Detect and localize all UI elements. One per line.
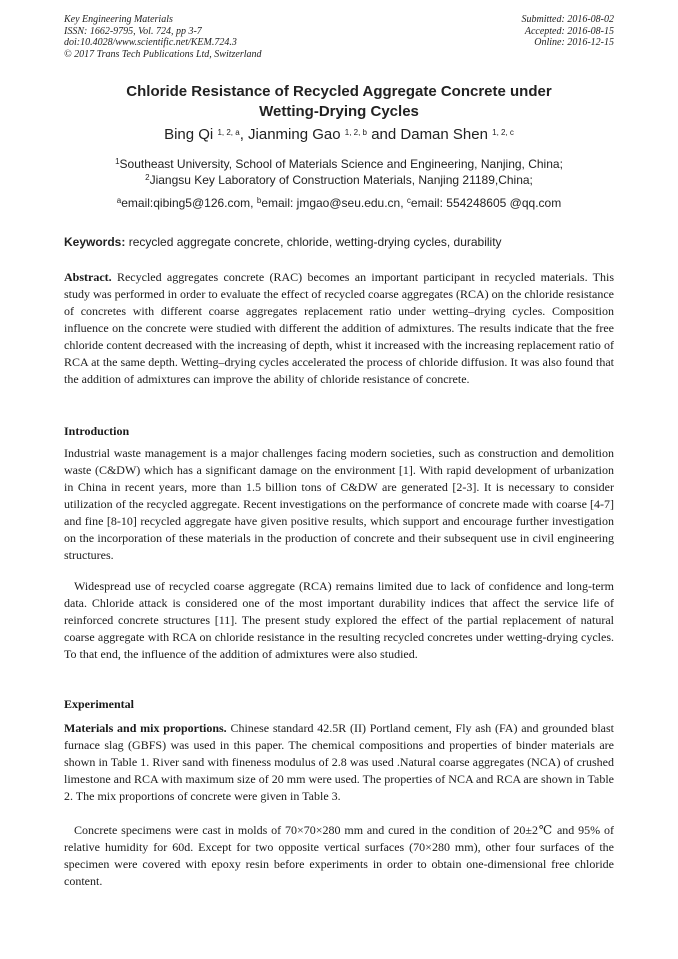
author-3-affil: 1, 2, c [492,128,514,137]
affiliation-marker: 1 [115,157,120,166]
online-date: Online: 2016-12-15 [534,37,614,49]
section-heading-introduction: Introduction [64,424,130,438]
keywords [64,235,614,249]
accepted-date: Accepted: 2016-08-15 [524,25,614,37]
experimental-paragraph-2: Concrete specimens were cast in molds of 70×70×280 mm and cured in the condition of 20±2℃ and 95% of relative humidity for 60d. Except for two opposite vertical surfaces (70×280 mm), other four surfaces of the specimen were covered with epoxy resin before experiments in order to obtain one-dimensional free chloride content. [64,823,614,888]
author-list [64,126,614,143]
experimental-text-1: Chinese standard 42.5R (II) Portland cement, Fly ash (FA) and grounded blast furnace slag (GBFS) was used in this paper. The chemical compositions and properties of binder materials are shown in Table 1. River sand with fineness modulus of 2.8 was used .Natural coarse aggregates (NCA) of crushed limestone and RCA with maximum size of 20 mm were used. The properties of NCA and RCA are shown in Table 2. The mix proportions of concrete were given in Table 3. [64,721,614,803]
publication-dates [522,14,615,49]
email-a: email:qibing5@126.com, [121,196,254,210]
title-line-1: Chloride Resistance of Recycled Aggregate Concrete under [126,83,552,100]
experimental-paragraph-1 [64,720,614,805]
affiliation-marker: 2 [145,173,150,182]
abstract-text: Recycled aggregates concrete (RAC) becomes an important participant in recycled materials. This study was performed in order to evaluate the effect of recycled coarse aggregates (RCA) on the chloride resistance of concretes with different coarse aggregates replacement ratio under wetting–drying cycles. Composition influence on the concrete were studied with different the addition of admixtures. The results indicate that the free chloride content decreased with the increasing of depth, whist it increased with the increasing replacement ratio of RCA at the same depth. Wetting–drying cycles accelerated the process of chloride diffusion. It was also found that the addition of admixtures can improve the ability of chloride resistance of concrete. [64,270,614,386]
author-separator: and [371,126,397,143]
journal-name: Key Engineering Materials [64,14,173,25]
email-marker: b [256,196,262,205]
journal-info [64,14,262,60]
affiliation-text: Jiangsu Key Laboratory of Construction Materials, Nanjing 21189,China; [149,173,533,187]
author-3: Daman Shen [400,126,488,143]
doi: doi:10.4028/www.scientific.net/KEM.724.3 [64,37,237,49]
keywords-label: Keywords: [64,235,126,249]
email-c: email: 554248605 @qq.com [410,196,562,210]
introduction-paragraph-2: Widespread use of recycled coarse aggregate (RCA) remains limited due to lack of confidence and long-term data. Chloride attack is considered one of the most important durability indices that affect the service life of reinforced concrete structures [11]. The present study explored the effect of the partial replacement of natural coarse aggregate with RCA on chloride resistance in the resulting recycled concretes under wetting-drying cycles. To that end, the influence of the addition of admixtures were also studied. [64,579,614,661]
section-heading-experimental: Experimental [64,697,134,711]
subsection-label: Materials and mix proportions. [64,721,227,735]
email-marker: a [116,196,122,205]
affiliations [64,156,614,188]
issn: ISSN: 1662-9795, Vol. 724, pp 3-7 [64,25,202,37]
copyright: © 2017 Trans Tech Publications Ltd, Switzerland [64,48,262,60]
author-1-affil: 1, 2, a [217,128,240,137]
keywords-text: recycled aggregate concrete, chloride, wetting-drying cycles, durability [128,235,502,249]
author-emails [64,196,614,210]
author-separator: , [239,126,244,143]
email-marker: c [406,196,411,205]
affiliation-2 [64,172,614,188]
introduction-paragraph-1: Industrial waste management is a major challenges facing modern societies, such as construction and demolition waste (C&DW) which has a significant damage on the environment [1]. With rapid development of urbanization in China in recent years, more than 1.5 billion tons of C&DW are generated [2-3]. It is necessary to consider utilization of the recycled aggregate. Recent investigations on the performance of concrete made with coarse [4-7] and fine [8-10] recycled aggregate have given positive results, which support and encourage further investigation on the incorporation of these materials in the production of concrete and their subsequent use in civil engineering structures. [64,446,614,562]
paper-title [64,82,614,122]
affiliation-text: Southeast University, School of Materials Science and Engineering, Nanjing, China; [119,157,563,171]
author-1: Bing Qi [164,126,214,143]
abstract [64,269,614,388]
email-b: email: jmgao@seu.edu.cn, [261,196,404,210]
title-line-2: Wetting-Drying Cycles [259,103,419,120]
affiliation-1 [64,156,614,172]
abstract-label: Abstract. [64,270,112,284]
author-2-affil: 1, 2, b [344,128,368,137]
submitted-date: Submitted: 2016-08-02 [521,14,614,25]
author-2: Jianming Gao [248,126,341,143]
